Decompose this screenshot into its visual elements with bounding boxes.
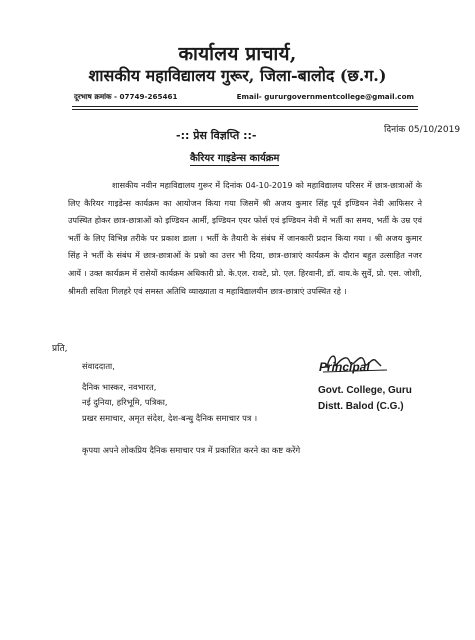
recipient-line-1: संवाददाता,	[82, 361, 115, 371]
body-paragraph: शासकीय नवीन महाविद्यालय गुरूर में दिनांक 04-10-2019 को महाविद्यालय परिसर में छात्र-छात्राओं के लिए कैरियर गाइडेन्स कार्यक्रम का आयोजन किया गया जिसमें श्री अजय कुमार सिंह पूर्व इण्डियन नेवी आफिसर ने उपस्थित होकर छात्र-छात्राओं को इण्डियन आर्मी, इण्डियन एयर फोर्स एवं इण्डियन नेवी में भर्ती का समय, भर्ती के उम्र एवं भर्ती के लिए विभिन्न तरीके पर प्रकाश डाला । भर्ती के तैयारी के संबंध में जानकारी प्रदान किया गया । श्री अजय कुमार सिंह ने भर्ती के संबंध में छात्र-छात्राओं के प्रश्नो का उत्तर भी दिया, छात्र-छात्राएं कार्यक्रम के दौरान बहुत उत्साहित नजर आयें । उक्त कार्यक्रम में रासेयों कार्यक्रम अधिकारी प्रो. के.एल. रावटे, प्रो. एल. हिरवानी, डॉ. वाय.के सुर्वे, प्रो. एस. जोशी, श्रीमती सविता गिलहरे एवं समस्त अतिथि व्याख्याता व महाविद्यालयीन छात्र-छात्राएं उपस्थित रहे ।	[68, 180, 422, 296]
phone-number: दूरभाष क्रमांक - 07749-265461	[74, 92, 178, 101]
principal-title: Principal	[319, 360, 370, 374]
release-date: दिनांक 05/10/2019	[384, 125, 461, 135]
recipient-line-4: प्रखर समाचार, अमृत संदेश, देश-बन्धु दैनिक समाचार पत्र ।	[82, 413, 258, 423]
header-divider	[72, 106, 418, 107]
recipient-salutation: प्रति,	[52, 344, 68, 354]
publication-request: कृपया अपने लोकप्रिय दैनिक समाचार पत्र में प्रकाशित करने का कष्ट करेंगे	[82, 445, 301, 455]
press-release-heading: -:: प्रेस विज्ञप्ति ::-	[176, 129, 257, 142]
recipient-line-2: दैनिक भास्कर, नवभारत,	[82, 382, 157, 392]
seal-college: Govt. College, Guru	[318, 385, 412, 396]
office-title: कार्यालय प्राचार्य,	[178, 43, 297, 65]
recipient-line-3: नई दुनिया, हरिभूमि, पत्रिका,	[82, 397, 168, 407]
header-divider-thin	[72, 109, 418, 110]
contact-row	[74, 92, 414, 106]
subject-title: कैरियर गाइडेन्स कार्यक्रम	[190, 150, 279, 166]
seal-district: Distt. Balod (C.G.)	[318, 401, 404, 412]
email-address: Email- gururgovernmentcollege@gmail.com	[236, 92, 414, 101]
body-paragraph-container	[68, 177, 422, 300]
college-name: शासकीय महाविद्यालय गुरूर, जिला-बालोद (छ.ग.)	[88, 66, 387, 85]
